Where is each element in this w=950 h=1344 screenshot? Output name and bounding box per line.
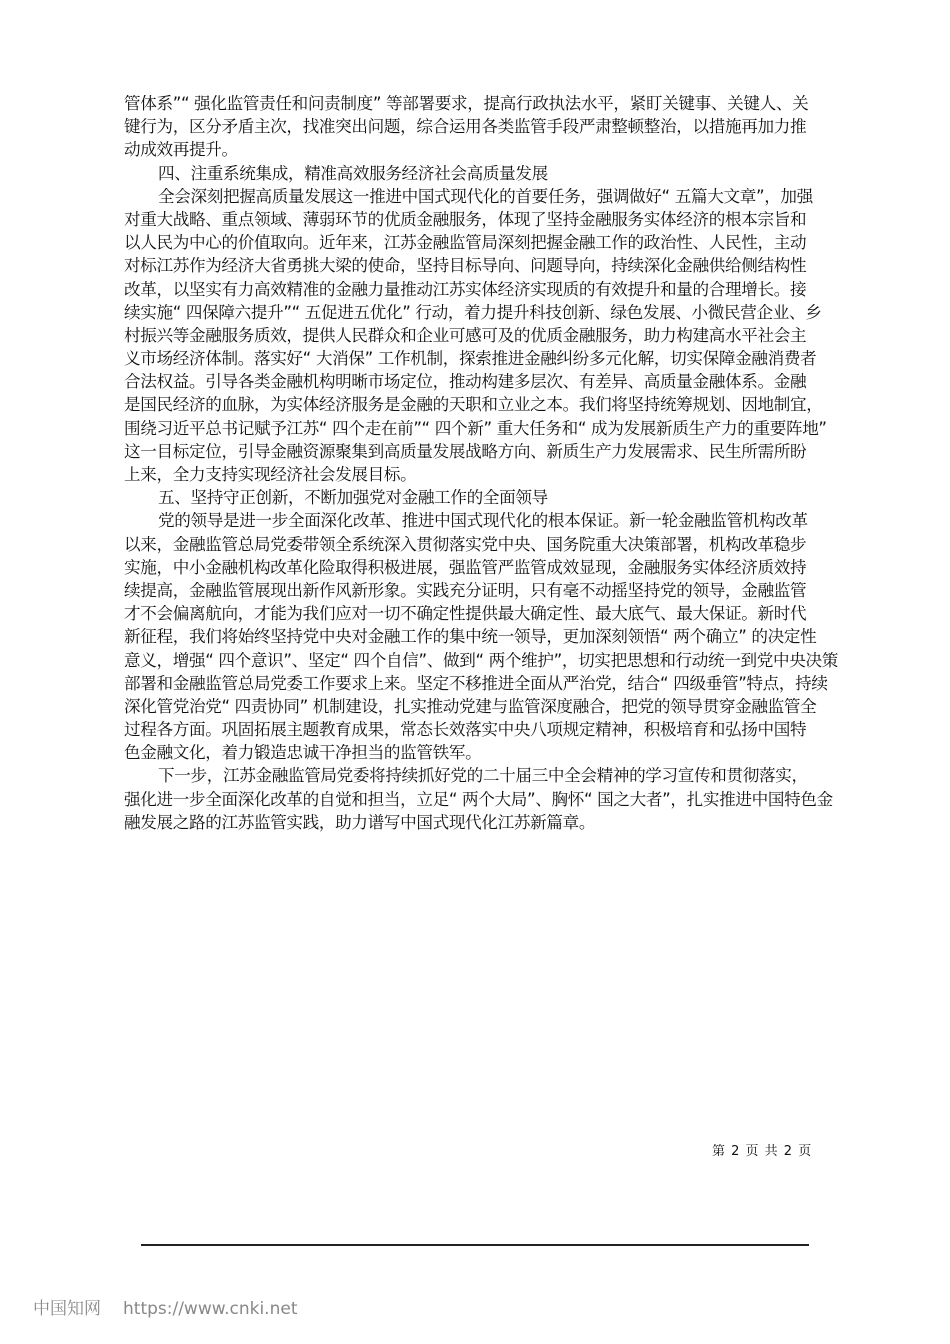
text-line: 改革，以坚实有力高效精准的金融力量推动江苏实体经济实现质的有效提升和量的合理增长。接	[124, 279, 807, 299]
watermark-url: https://www.cnki.net	[123, 1299, 298, 1319]
text-line: 才不会偏离航向，才能为我们应对一切不确定性提供最大确定性、最大底气、最大保证。新时代	[124, 604, 807, 624]
text-line: 过程各方面。巩固拓展主题教育成果，常态长效落实中央八项规定精神，积极培育和弘扬中国特	[124, 720, 807, 740]
text-line: 管体系”“ 强化监管责任和问责制度” 等部署要求，提高行政执法水平，紧盯关键事、关键人、关	[124, 94, 809, 113]
text-line: 续提高，金融监管展现出新作风新形象。实践充分证明，只有毫不动摇坚持党的领导，金融监管	[124, 580, 807, 600]
text-line: 色金融文化，着力锻造忠诚干净担当的监管铁军。	[124, 743, 482, 763]
text-line: 村振兴等金融服务质效，提供人民群众和企业可感可及的优质金融服务，助力构建高水平社会主	[124, 325, 807, 345]
text-line: 对标江苏作为经济大省勇挑大梁的使命，坚持目标导向、问题导向，持续深化金融供给侧结构性	[124, 256, 807, 276]
text-line: 合法权益。引导各类金融机构明晰市场定位，推动构建多层次、有差异、高质量金融体系。金融	[124, 372, 807, 392]
text-line: 对重大战略、重点领域、薄弱环节的优质金融服务，体现了坚持金融服务实体经济的根本宗旨和	[124, 209, 807, 229]
page-number: 第 2 页 共 2 页	[712, 1144, 813, 1159]
paragraph-start-line: 全会深刻把握高质量发展这一推进中国式现代化的首要任务，强调做好“ 五篇大文章”，加强	[158, 186, 813, 206]
watermark-brand: 中国知网	[33, 1299, 101, 1319]
document-body	[124, 92, 838, 834]
text-line: 强化进一步全面深化改革的自觉和担当，立足“ 两个大局”、胸怀“ 国之大者”，扎实推进中国特色金	[124, 789, 833, 809]
text-line: 部署和金融监管总局党委工作要求上来。坚定不移推进全面从严治党，结合“ 四级垂管”特点，持续	[124, 673, 828, 693]
text-line: 义市场经济体制。落实好“ 大消保” 工作机制，探索推进金融纠纷多元化解，切实保障金融消费者	[124, 349, 817, 369]
text-line: 上来，全力支持实现经济社会发展目标。	[124, 465, 417, 484]
text-line: 融发展之路的江苏监管实践，助力谱写中国式现代化江苏新篇章。	[124, 812, 596, 832]
text-line: 深化管党治党“ 四责协同” 机制建设，扎实推动党建与监管深度融合，把党的领导贯穿金融监管全	[124, 696, 817, 716]
text-line: 意义，增强“ 四个意识”、坚定“ 四个自信”、做到“ 两个维护”，切实把思想和行动统一到党中央决策	[124, 650, 839, 670]
text-line: 是国民经济的血脉，为实体经济服务是金融的天职和立业之本。我们将坚持统筹规划、因地制宜，	[124, 395, 823, 415]
text-line: 实施，中小金融机构改革化险取得积极进展，强监管严监管成效显现，金融服务实体经济质效持	[124, 557, 807, 577]
text-line: 动成效再提升。	[124, 140, 238, 160]
text-line: 新征程，我们将始终坚持党中央对金融工作的集中统一领导，更加深刻领悟“ 两个确立” 的决定性	[124, 627, 817, 647]
text-line: 围绕习近平总书记赋予江苏“ 四个走在前”“ 四个新” 重大任务和“ 成为发展新质生产力的重要阵地”	[124, 418, 827, 438]
paragraph-start-line: 下一步，江苏金融监管局党委将持续抓好党的二十届三中全会精神的学习宣传和贯彻落实，	[158, 766, 808, 786]
text-line: 续实施“ 四保障六提升”“ 五促进五优化” 行动，着力提升科技创新、绿色发展、小微民营企业、乡	[124, 302, 822, 322]
text-line: 键行为，区分矛盾主次，找准突出问题，综合运用各类监管手段严肃整顿整治，以措施再加力推	[124, 117, 807, 137]
cnki-watermark	[33, 1294, 297, 1319]
footer-divider	[141, 1244, 809, 1246]
text-line: 以来，金融监管总局党委带领全系统深入贯彻落实党中央、国务院重大决策部署，机构改革稳步	[124, 534, 807, 554]
text-line: 以人民为中心的价值取向。近年来，江苏金融监管局深刻把握金融工作的政治性、人民性，主动	[124, 233, 807, 253]
paragraph-start-line: 党的领导是进一步全面深化改革、推进中国式现代化的根本保证。新一轮金融监管机构改革	[158, 511, 808, 531]
text-line: 这一目标定位，引导金融资源聚集到高质量发展战略方向、新质生产力发展需求、民生所需所盼	[124, 441, 807, 461]
paragraph-start-line: 四、注重系统集成，精准高效服务经济社会高质量发展	[158, 163, 548, 183]
paragraph-start-line: 五、坚持守正创新，不断加强党对金融工作的全面领导	[158, 488, 548, 508]
